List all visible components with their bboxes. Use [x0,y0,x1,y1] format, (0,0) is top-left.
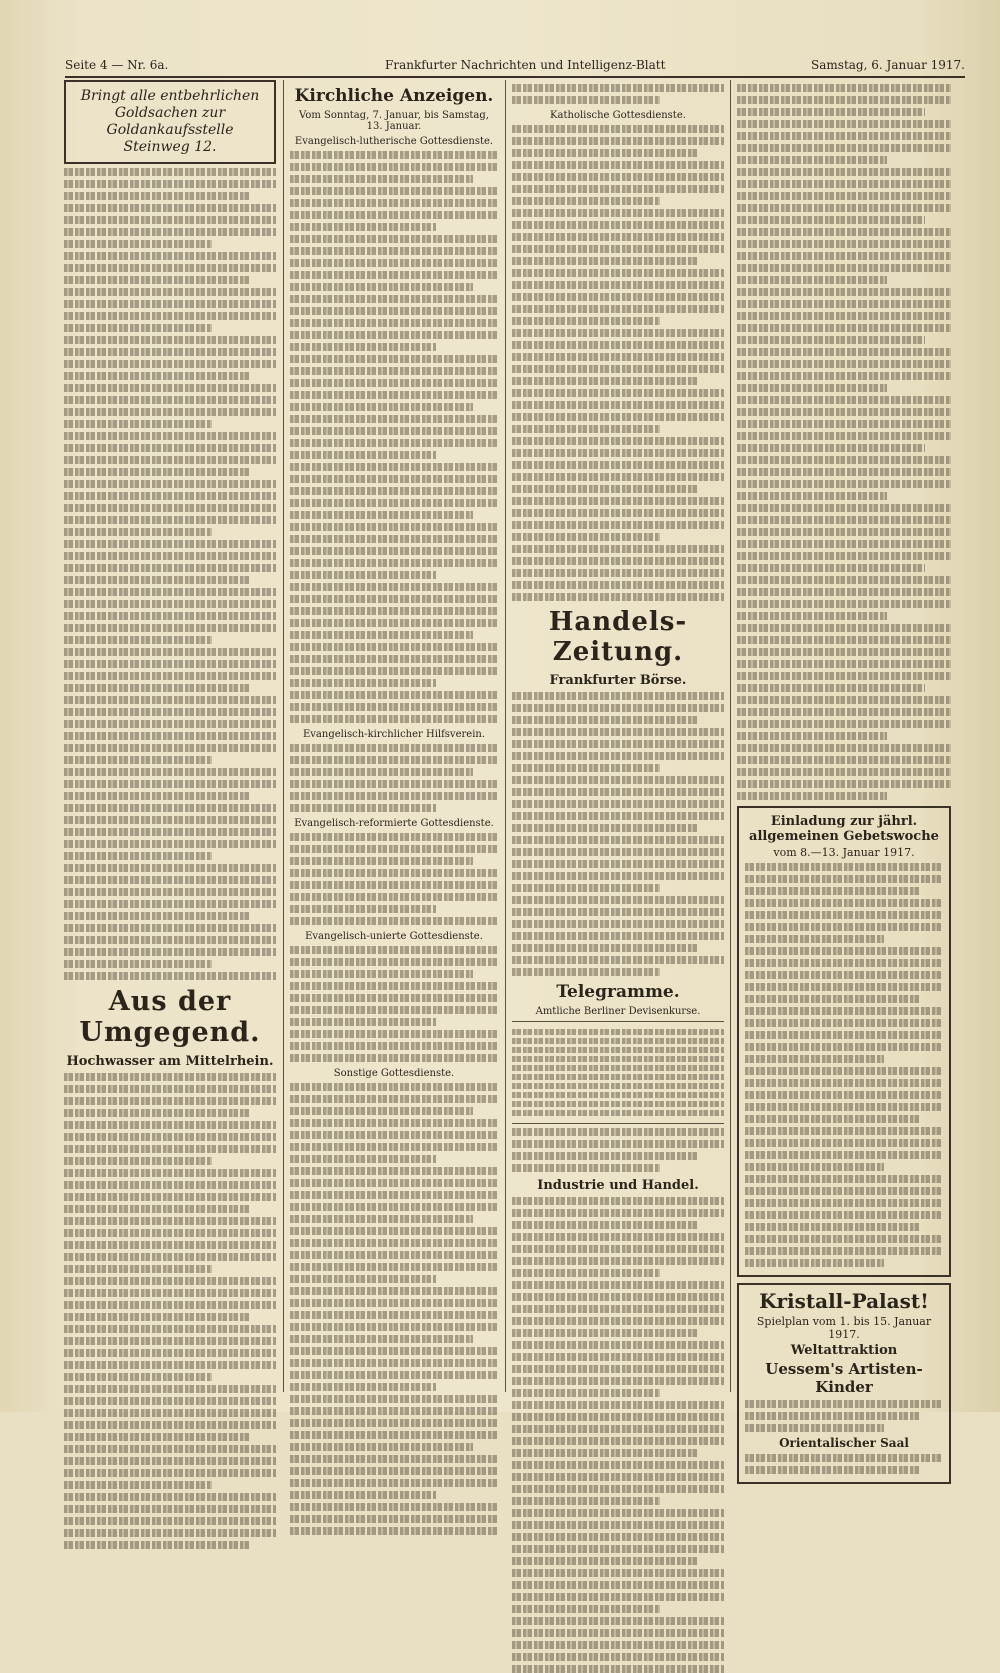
subsection-title: Hochwasser am Mittelrhein. [66,1054,274,1069]
issue-date: Samstag, 6. Januar 1917. [811,58,965,72]
industry-heading: Industrie und Handel. [537,1178,699,1193]
column-text [290,946,498,1062]
column-text [290,151,498,723]
kristall-palast-title: Kristall-Palast! [759,1289,929,1313]
stock-exchange-heading: Frankfurter Börse. [549,673,687,688]
column-text [512,692,724,976]
column-text [290,744,498,812]
kristall-palast-act: Uessem's Artisten-Kinder [765,1360,923,1396]
telegrams-heading: Telegramme. [556,982,680,1002]
column-text [737,84,951,800]
kristall-palast-ad [737,1283,951,1484]
church-notices-dates: Vom Sonntag, 7. Januar, bis Samstag, 13. Januar. [299,110,489,132]
kristall-palast-schedule: Spielplan vom 1. bis 15. Januar 1917. [756,1315,932,1341]
church-notices-title: Kirchliche Anzeigen. [294,86,494,106]
column-text [290,833,498,925]
column-text [512,1128,724,1172]
column-4 [737,80,951,1450]
prayer-week-title: Einladung zur jährl. allgemeinen Gebetswoche [749,814,939,844]
catholic-services-heading: Katholische Gottesdienste. [550,110,686,121]
column-text [290,1083,498,1535]
exchange-rates-table [512,1021,724,1124]
column-text [64,168,276,980]
trade-section-title: Handels-Zeitung. [548,607,688,667]
lutheran-services-heading: Evangelisch-lutherische Gottesdienste. [294,136,494,147]
section-title: Aus der Umgegend. [79,986,261,1048]
column-2 [290,80,498,1392]
gold-collection-notice: Bringt alle entbehrlichen Goldsachen zur Goldankaufsstelle Steinweg 12. [64,80,276,164]
reformed-services-heading: Evangelisch-reformierte Gottesdienste. [294,818,494,829]
column-text [512,125,724,601]
page-header [65,56,965,78]
kristall-palast-attraction: Weltattraktion [790,1343,898,1358]
column-rule [283,80,284,1392]
prayer-week-notice [737,806,951,1277]
exchange-rates-heading: Amtliche Berliner Devisenkurse. [535,1006,701,1017]
column-rule [730,80,731,1392]
page-number: Seite 4 — Nr. 6a. [65,58,169,72]
column-1 [64,80,276,1392]
column-text [512,1197,724,1673]
column-rule [505,80,506,1392]
column-text [64,1073,276,1549]
relief-society-heading: Evangelisch-kirchlicher Hilfsverein. [302,729,486,740]
kristall-palast-hall: Orientalischer Saal [779,1436,909,1450]
column-text [512,84,724,104]
united-services-heading: Evangelisch-unierte Gottesdienste. [305,931,483,942]
masthead: Frankfurter Nachrichten und Intelligenz-Blatt [385,58,666,72]
column-3 [512,80,724,1392]
prayer-week-dates: vom 8.—13. Januar 1917. [773,846,915,859]
other-services-heading: Sonstige Gottesdienste. [333,1068,455,1079]
